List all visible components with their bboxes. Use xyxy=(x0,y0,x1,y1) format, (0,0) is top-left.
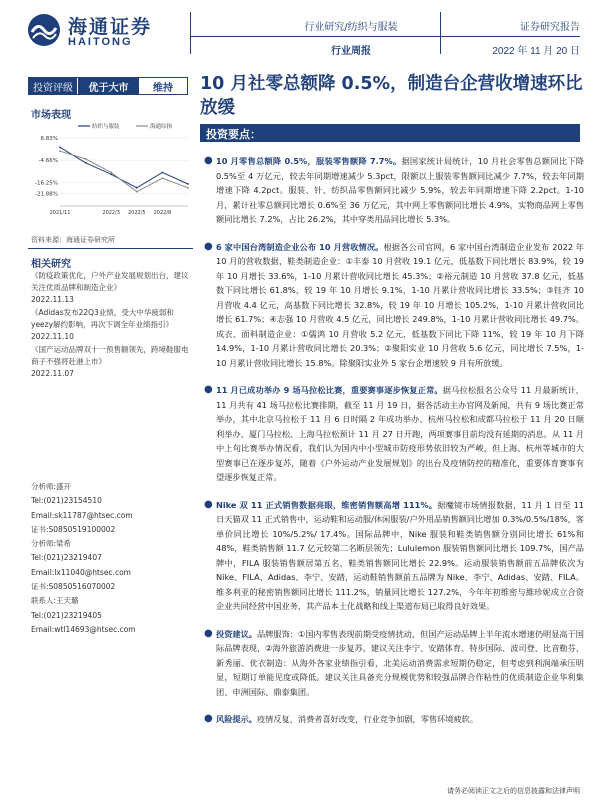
data-point xyxy=(187,183,189,185)
key-point-paragraph xyxy=(200,712,584,727)
header-category-block xyxy=(286,18,416,57)
key-point-text: 品牌服饰：①国内零售表现前期受疫情扰动，但国产运动品牌上半年流水增速仍明显高于国际品牌表现，②海外旅游消费进一步复苏，建议关注李宁、安踏体育、特步国际、波司登、比音勒芬、新秀丽、优衣制造：从海外各家业绩指引看，北美运动消费需求短期仍稳定，但考虑到利润端承压明显，短期订单能见度或降低。建议关注具备充分规模优势和较强品牌合作粘性的优质制造企业华利集团、申洲国际、鼎泰集团。 xyxy=(216,628,584,697)
legend-label: 海通综指 xyxy=(150,124,173,130)
analyst-line: 分析师:盛开 xyxy=(31,482,72,491)
analyst-email[interactable]: Email:sk11787@htsec.com xyxy=(31,510,133,520)
header-divider xyxy=(190,12,191,54)
bullet-icon: ● xyxy=(204,240,213,252)
market-performance-title: 市场表现 xyxy=(31,110,71,121)
chart-source: 资料来源：海通证券研究所 xyxy=(31,236,115,244)
company-logo xyxy=(26,12,176,52)
page-footer: 请务必阅读正文之后的信息披露和法律声明 xyxy=(447,787,580,795)
market-chart-svg xyxy=(28,118,193,222)
bullet-icon: ● xyxy=(204,627,213,639)
key-point-text: 据魔镜市场情报数据，11 月 1 日至 11 日天猫双 11 正式销售中，运动鞋和运动服/休闲服装/户外用品销售额同比增加 0.3%/0.5%/18%，客单价同比增长 10%/5.2%/ 17.4%。国际品牌中，Nike 服装和鞋类销售额分别同比增长 61%和 48%，鞋类销售额 11.7 亿元较第二名断层领先；Lululemon 服装销售额同比增长 109.7%，国产品牌中，FILA 服装销售额居第五名，鞋类销售额同比增长 22.9%。运动服装销售额前五品牌依次为 Nike、FILA、Adidas、李宁、安踏，运动鞋销售额前五品牌为 Nike、李宁、Adidas、安踏、FILA。维多利亚的秘密销售额同比增长 111.2%，销量同比增长 127.2%，今年年初维密与維珍妮成立合资企业共同经营中国业务，其产品本土化战略和线上渠道布局已取得良好效果。 xyxy=(216,499,584,611)
page-header xyxy=(0,0,600,60)
data-point xyxy=(136,187,138,189)
key-point-text: 根据各公司官网，6 家中国台湾制造企业发布 2022 年 10 月的营收数据，鞋类制造企业：①丰泰 10 月营收 19.1 亿元，低基数下同比增长 83.9%，较 19 年 10 月增长 33.6%，1-10 月累计营收同比增长 45.3%；②裕元制造 10 月营收 37.8 亿元，低基数下同比增长 61.8%，较 19 年 10 月增长 9.1%，1-10 月累计营收同比增长 33.5%；③钰齐 10 月营收 4.4 亿元，高基数下同比增长 32.8%，较 19 年 10 月增长 105.2%，1-10 月累计营收同比增长 61.7%；④志强 10 月营收 4.5 亿元，同比增长 249.8%，1-10 月累计营收同比增长 49.7%。成衣、面料制造企业：①儒鸿 10 月营收 5.2 亿元，低基数下同比下降 11%，较 19 年 10 月下降 14.9%，1-10 月累计营收同比增长 20.3%；②聚阳实业 10 月营收 5.6 亿元，同比增长 7.5%，1-10 月累计营收同比增长 15.8%。除聚阳实业外 5 家台企增速较 9 月有所放缓。 xyxy=(216,241,584,368)
analyst-email[interactable]: Email:wtl14693@htsec.com xyxy=(31,624,136,634)
data-point xyxy=(110,171,112,173)
market-performance-chart xyxy=(28,118,193,222)
data-point xyxy=(59,150,61,152)
bullet-icon: ● xyxy=(204,155,213,166)
key-point-paragraph xyxy=(200,240,584,371)
data-point xyxy=(85,158,87,160)
analyst-line: Tel:(021)23219405 xyxy=(31,610,102,620)
key-point-text: 据马拉松报名公众号 11 月最新统计，11 月共有 41 场马拉松比赛排期，截至 11 月 19 日，据各活动主办官网及新闻，共有 9 场比赛正常举办，其中北京马拉松于 11 月 6 日时隔 2 年成功举办、杭州马拉松和成都马拉松于 11 月 20 日顺利举办、厦门马拉松、上海马拉松预计 11 月 27 日开跑，两项赛事目前均没有延期的消息。从 11 月中上旬比赛举办情况看，我们认为国内中小型城市防疫形势依旧较为严峻，但上海、杭州等城市的大型赛事已在逐步复苏，随着《户外运动产业发展规划》的出台及疫情防控的精准化，重要体育赛事有望逐步恢复正常。 xyxy=(216,385,584,482)
report-type: 行业周报 xyxy=(331,46,371,57)
x-tick-label: 2022/3 xyxy=(102,210,120,216)
related-research-title: 相关研究 xyxy=(31,259,71,270)
key-point-lead: Nike 双 11 正式销售数据亮眼，维密销售额高增 111%。 xyxy=(216,499,438,510)
data-point xyxy=(162,177,164,179)
logo-chinese: 海通证券 xyxy=(68,16,153,38)
data-point xyxy=(59,146,61,148)
related-item-text: 《Adidas发布22Q3业绩，受大中华疲弱和yeezy解约影响，再次下调全年业绩指引》 xyxy=(31,308,174,329)
investment-rating xyxy=(28,77,188,95)
header-doc-block xyxy=(450,18,580,57)
key-point-lead: 6 家中国台湾制造企业公布 10 月营收情况。 xyxy=(216,241,384,252)
report-date: 2022 年 11 月 20 日 xyxy=(492,46,580,57)
key-point-lead: 风险提示。 xyxy=(216,714,257,724)
analyst-contacts xyxy=(31,480,191,637)
legend-label: 纺织与服装 xyxy=(92,124,120,130)
rating-label: 投资评级 xyxy=(29,78,77,94)
analyst-line: Tel:(021)23219407 xyxy=(31,553,102,563)
data-point xyxy=(187,187,189,189)
analyst-line: 联系人:王天璐 xyxy=(31,596,79,606)
doc-type: 证券研究报告 xyxy=(520,22,580,33)
analyst-line: 证书:S0850516070002 xyxy=(31,582,116,592)
related-item[interactable] xyxy=(31,307,191,343)
left-divider xyxy=(28,248,193,249)
y-tick-label: 6.83% xyxy=(40,136,58,142)
analyst-line: 证书:S0850519100002 xyxy=(31,524,116,534)
key-point-paragraph xyxy=(200,154,584,227)
key-point-lead: 10 月零售总额降 0.5%，服装零售额降 7.7%。 xyxy=(216,156,402,166)
bullet-icon: ● xyxy=(204,713,213,724)
key-point-paragraph xyxy=(200,498,584,614)
y-tick-label: -4.66% xyxy=(38,158,58,165)
key-point-lead: 投资建议。 xyxy=(216,628,257,639)
rating-value: 优于大市 xyxy=(77,78,139,94)
key-point-paragraph xyxy=(200,383,584,485)
header-divider xyxy=(440,12,441,54)
data-point xyxy=(162,171,164,173)
series-line xyxy=(60,151,188,192)
key-point-text: 据国家统计局统计，10 月社会零售总额同比下降 0.5%至 4 万亿元，较去年同期增速减少 5.3pct，限额以上服装零售额同比减少 7.7%，较去年同期增速下降 4.2pct。服装、针、纺织品零售额同比减少 5.9%，较去年同期增速下降 2.2pct。1-10 月，累计社零总额同比增长 0.6%至 36 万亿元，其中网上零售额同比增长 4.9%，实物商品网上零售额同比增长 7.2%，占比 26.2%，其中穿类用品同比增长 5.3%。 xyxy=(216,156,584,224)
analyst-line: 分析师:梁希 xyxy=(31,539,72,549)
data-point xyxy=(110,173,112,175)
related-item-date: 2022.11.13 xyxy=(31,295,74,304)
analyst-line: Tel:(021)23154510 xyxy=(31,496,102,506)
report-category: 行业研究/纺织与服装 xyxy=(304,22,398,33)
analyst-email[interactable]: Email:lx11040@htsec.com xyxy=(31,567,131,577)
related-item-date: 2022.11.07 xyxy=(31,369,74,378)
key-points-title: 投资要点： xyxy=(206,128,261,141)
key-point-lead: 11 月已成功举办 9 场马拉松比赛，重要赛事逐步恢复正常。 xyxy=(216,385,443,395)
haitong-logo-icon xyxy=(26,12,62,48)
y-tick-label: -21.88% xyxy=(35,191,58,198)
key-point-paragraph xyxy=(200,627,584,700)
logo-english: HAITONG xyxy=(68,36,133,48)
data-point xyxy=(136,191,138,193)
key-point-text: 疫情反复，消费者喜好改变，行业竞争加剧，零售环境疲软。 xyxy=(256,714,479,724)
rating-status: 维持 xyxy=(153,82,173,94)
x-tick-label: 2022/8 xyxy=(153,210,172,216)
bullet-icon: ● xyxy=(204,498,213,510)
related-item-text: 《国产运动品牌双十一预售额领先，跨境鞋服电商子不强将赴港上市》 xyxy=(31,345,189,366)
key-points-body xyxy=(200,154,584,740)
related-item[interactable] xyxy=(31,344,191,380)
x-tick-label: 2022/5 xyxy=(128,210,146,216)
related-research-list xyxy=(31,270,191,381)
x-tick-label: 2021/11 xyxy=(49,210,71,216)
report-title: 10 月社零总额降 0.5%，制造台企营收增速环比放缓 xyxy=(200,74,583,118)
y-tick-label: -16.25% xyxy=(35,180,58,187)
related-item-text: 《防疫政策优化，户外产业发展规划出台，建议关注优质品牌和制造企业》 xyxy=(31,271,189,292)
related-item[interactable] xyxy=(31,270,191,306)
related-item-date: 2022.11.10 xyxy=(31,332,74,341)
data-point xyxy=(85,162,87,164)
bullet-icon: ● xyxy=(204,384,213,395)
